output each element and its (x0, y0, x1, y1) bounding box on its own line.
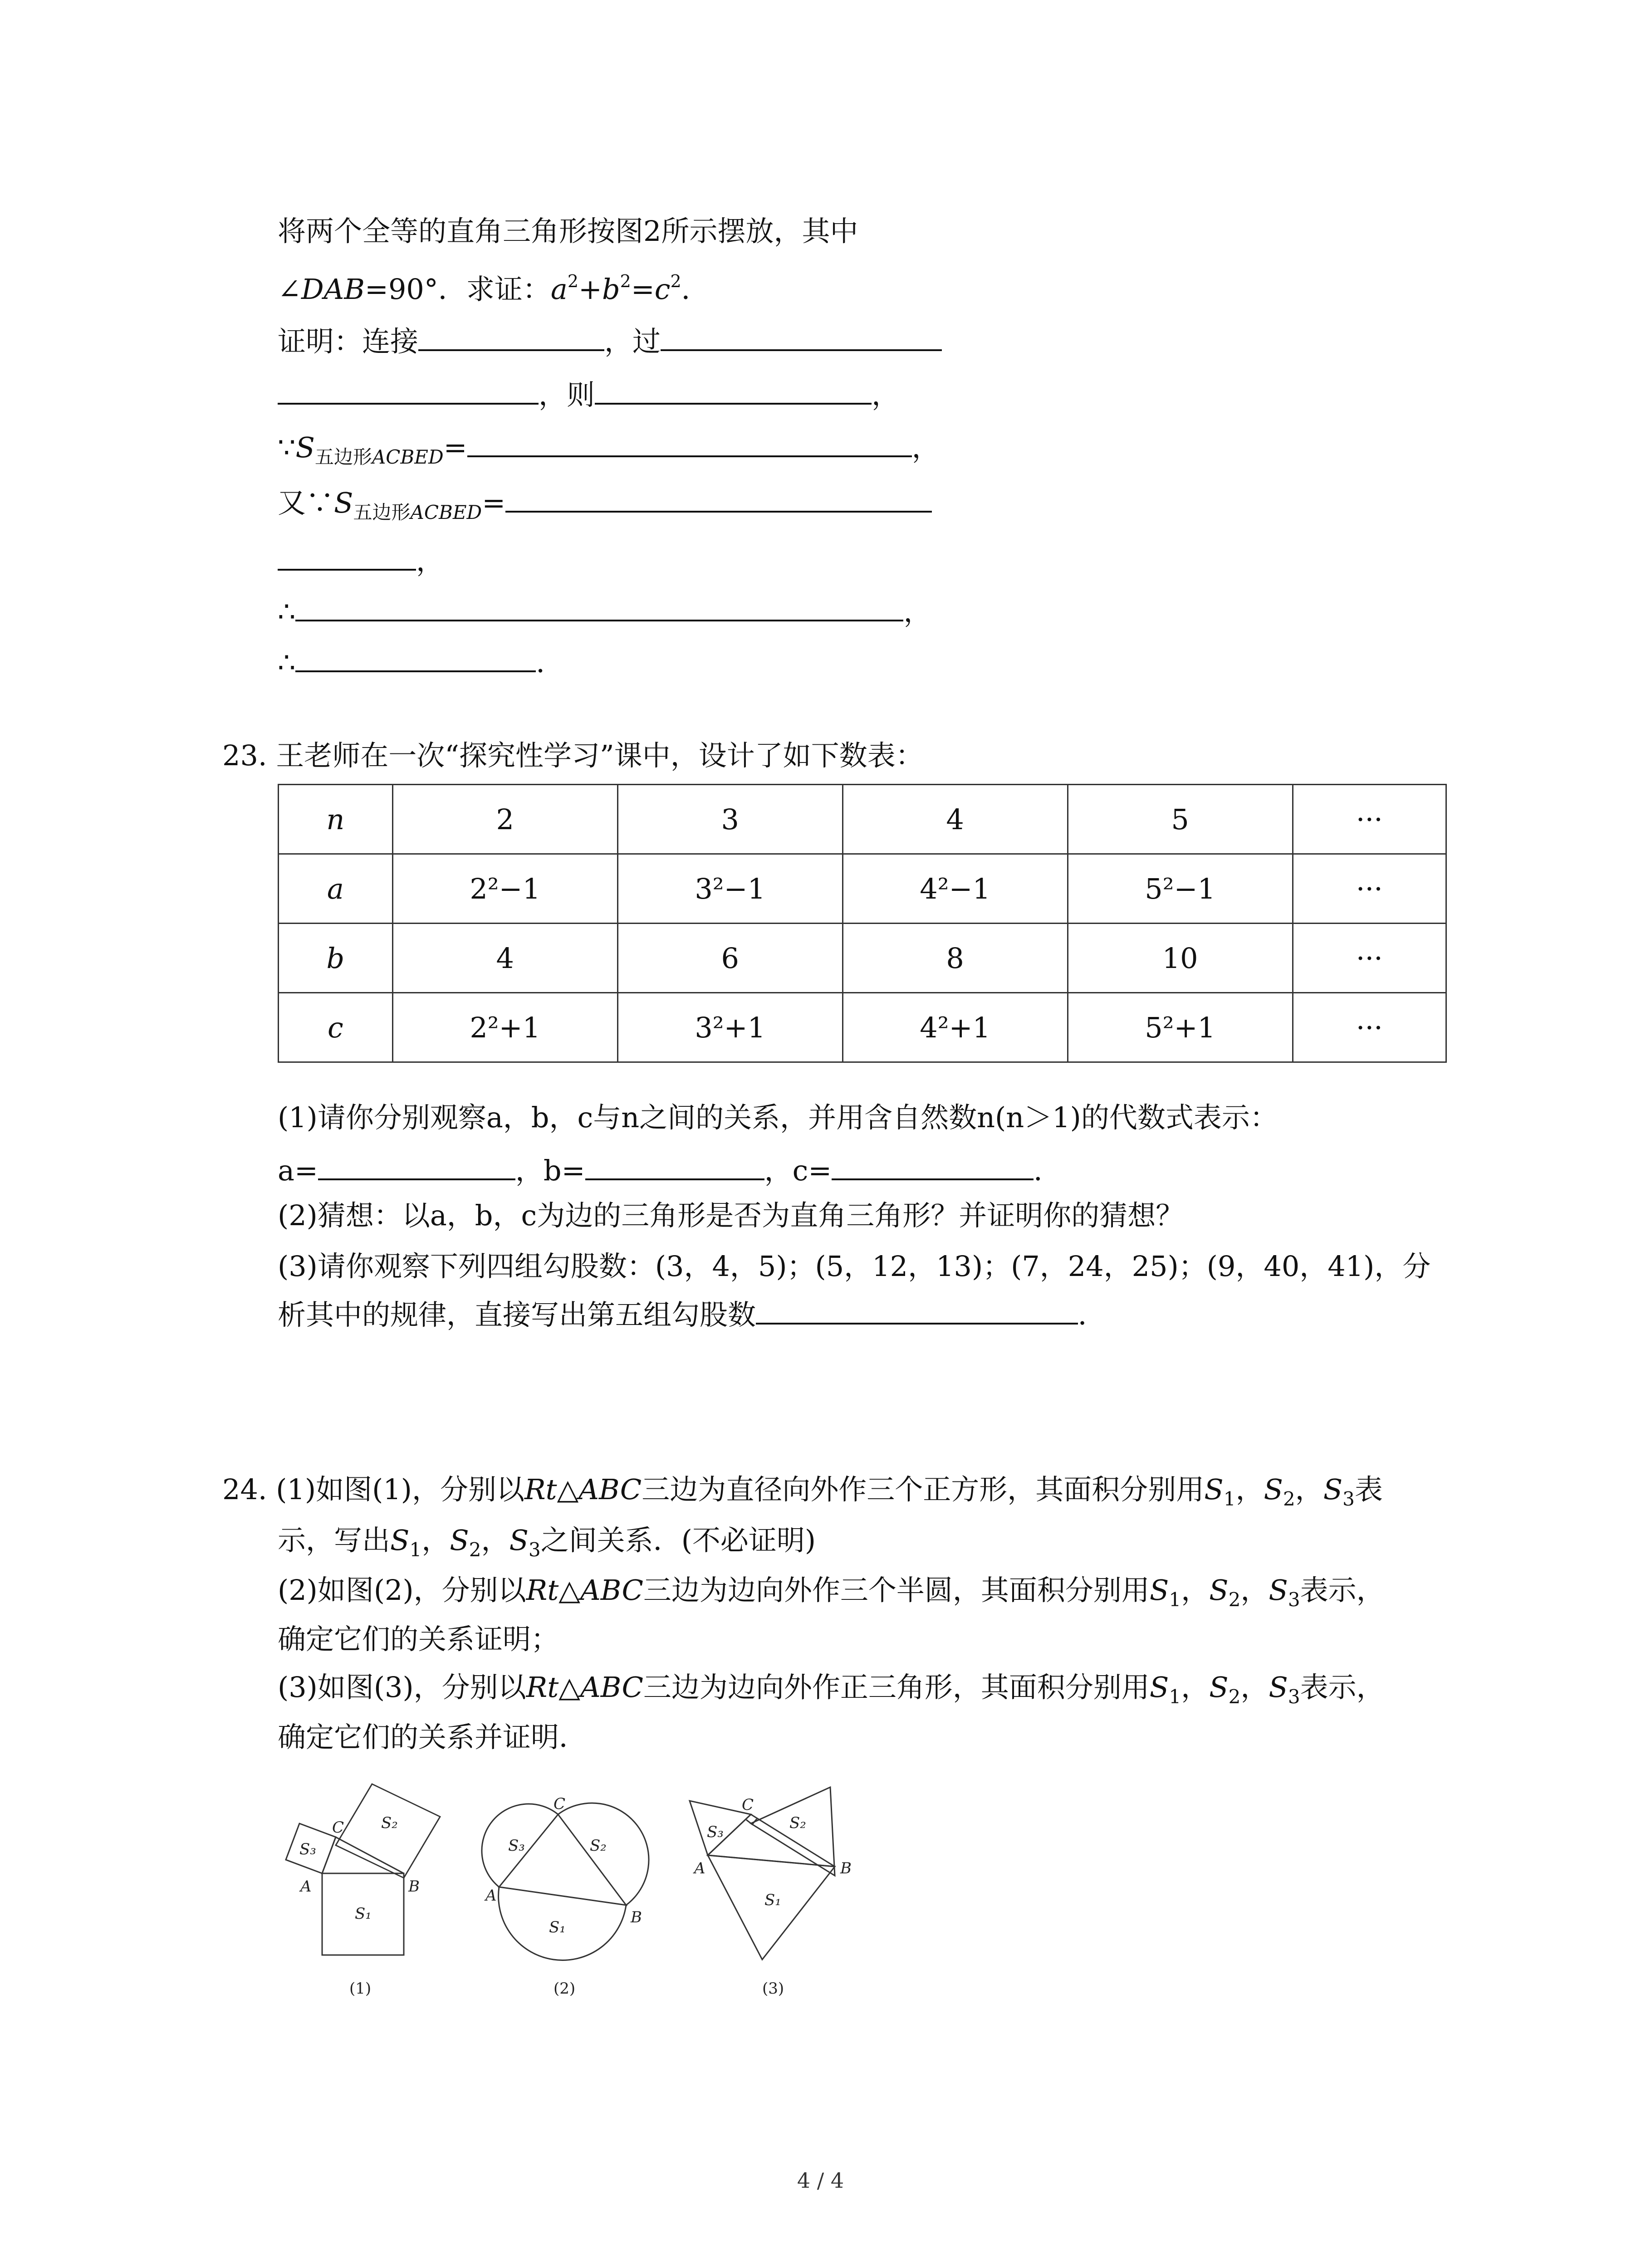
subscript-text: 五边形 (353, 501, 411, 523)
var-b: b (602, 273, 620, 306)
figure-3-triangles (690, 1787, 835, 1960)
q24-line-6 (278, 1719, 587, 1755)
fig2-label-b: B (631, 1908, 642, 1926)
table-cell: 3²−1 (617, 854, 843, 924)
fig2-caption: (2) (554, 1980, 576, 1998)
q24-line-1 (222, 1471, 1383, 1508)
label-c: ，c= (764, 1154, 832, 1187)
fig2-label-s3: S₃ (508, 1837, 525, 1855)
angle-symbol: ∠ (278, 273, 301, 306)
q24-text: 之间关系．(不必证明) (540, 1524, 816, 1557)
figure-1-squares (286, 1784, 440, 1955)
fig1-caption: (1) (349, 1980, 372, 1998)
q24-line-2 (278, 1522, 816, 1559)
triangle-symbol: △ (557, 1473, 579, 1506)
fig2-label-a: A (485, 1887, 497, 1905)
table-cell: 4 (392, 924, 617, 993)
table-row (279, 924, 1446, 993)
q23-part-3 (278, 1248, 1430, 1285)
answer-blank[interactable] (278, 543, 416, 571)
table-cell: 2²−1 (392, 854, 617, 924)
comma: ， (481, 1524, 509, 1557)
subscript: 3 (1288, 1589, 1300, 1611)
figure-2-semicircles (482, 1803, 649, 1960)
q24-line-5 (278, 1669, 1385, 1706)
q24-text: 表示， (1300, 1671, 1385, 1704)
fig1-label-b: B (408, 1877, 420, 1896)
q22-line-7 (278, 543, 444, 579)
triangle-symbol: △ (558, 1574, 580, 1607)
fig3-label-b: B (840, 1859, 852, 1877)
comma: ， (903, 595, 932, 628)
q24-text: 确定它们的关系证明； (278, 1623, 559, 1656)
q23-part-1-answers (278, 1152, 1062, 1189)
q23-part-2 (278, 1198, 1184, 1234)
therefore-symbol: ∴ (278, 646, 296, 679)
answer-blank[interactable] (756, 1296, 1078, 1325)
period: ． (536, 646, 564, 679)
angle-name: DAB (301, 273, 365, 306)
var-s: S (334, 486, 353, 519)
answer-blank[interactable] (505, 484, 932, 513)
q22-line-6 (278, 484, 932, 521)
comma: ， (1235, 1473, 1264, 1506)
table-row (279, 854, 1446, 924)
subscript: 1 (1169, 1686, 1181, 1708)
answer-blank[interactable] (467, 429, 912, 457)
fig3-label-s3: S₃ (707, 1823, 724, 1841)
period: ． (1078, 1298, 1107, 1331)
equals: = (443, 431, 467, 464)
answer-blank[interactable] (595, 376, 872, 405)
exponent: 2 (567, 271, 578, 291)
q22-text: ，则 (539, 378, 595, 411)
table-cell: ··· (1293, 993, 1446, 1062)
table-cell: ··· (1293, 785, 1446, 854)
table-cell: 4 (843, 785, 1068, 854)
answer-blank-b[interactable] (585, 1152, 764, 1180)
answer-blank[interactable] (661, 323, 942, 351)
period: ． (681, 273, 710, 306)
q23-part-3-cont (278, 1296, 1106, 1333)
q22-line-5 (278, 429, 940, 466)
subscript: 2 (1283, 1488, 1295, 1510)
rt-label: Rt (526, 1574, 559, 1607)
fig3-label-a: A (694, 1859, 705, 1877)
fig3-right-angle (746, 1819, 757, 1824)
table-cell: 8 (843, 924, 1068, 993)
subscript: 3 (1288, 1686, 1300, 1708)
answer-blank-c[interactable] (832, 1152, 1034, 1180)
comma: ， (1295, 1473, 1323, 1506)
q24-line-3 (278, 1572, 1385, 1611)
q23-text: 析其中的规律，直接写出第五组勾股数 (278, 1298, 756, 1331)
fig2-triangle (499, 1814, 626, 1905)
rt-label: Rt (526, 1671, 559, 1704)
answer-blank[interactable] (295, 644, 536, 672)
q22-line-1 (278, 213, 858, 249)
q23-text: 23. 王老师在一次“探究性学习”课中，设计了如下数表： (222, 739, 924, 772)
comma: ， (911, 431, 940, 464)
subscript: 3 (1342, 1488, 1355, 1510)
answer-blank[interactable] (418, 323, 604, 351)
fig3-label-s1: S₁ (764, 1891, 781, 1909)
comma: ， (416, 544, 445, 577)
q24-line-4 (278, 1621, 559, 1657)
q23-text: (2)猜想：以a，b，c为边的三角形是否为直角三角形？并证明你的猜想？ (278, 1199, 1184, 1232)
table-cell: 3 (617, 785, 843, 854)
answer-blank-a[interactable] (318, 1152, 515, 1180)
subscript-label: ACBED (372, 446, 444, 468)
var-a: a (550, 273, 568, 306)
table-cell: 5²−1 (1068, 854, 1293, 924)
q24-text: 确定它们的关系并证明． (278, 1721, 588, 1754)
q22-text: 将两个全等的直角三角形按图2所示摆放，其中 (278, 215, 858, 248)
fig2-label-s2: S₂ (590, 1837, 607, 1855)
row-label: a (279, 854, 393, 924)
fig1-label-s2: S₂ (381, 1814, 398, 1832)
var-s: S (1209, 1574, 1229, 1607)
q24-text: 24. (1)如图(1)，分别以 (222, 1473, 524, 1506)
q23-heading (222, 738, 924, 774)
answer-blank[interactable] (295, 593, 903, 621)
var-s: S (390, 1524, 410, 1557)
therefore-symbol: ∴ (278, 595, 296, 628)
table-cell: 3²+1 (617, 993, 843, 1062)
fig3-caption: (3) (762, 1980, 784, 1998)
subscript: 3 (528, 1539, 541, 1561)
table-cell: ··· (1293, 924, 1446, 993)
subscript: 1 (1169, 1589, 1181, 1611)
q22-line-3 (278, 323, 942, 360)
q22-text: ，过 (604, 325, 661, 358)
triangle-name: ABC (580, 1574, 643, 1607)
q24-text: (3)如图(3)，分别以 (278, 1671, 526, 1704)
q22-text: =90°．求证： (365, 273, 551, 306)
fig1-label-a: A (300, 1877, 312, 1896)
fig1-label-c: C (332, 1818, 344, 1837)
subscript-text: 五边形 (314, 446, 372, 468)
label-a: a= (278, 1154, 318, 1187)
comma: ， (872, 378, 900, 411)
var-s: S (1264, 1473, 1283, 1506)
subscript-label: ACBED (410, 501, 482, 523)
var-s: S (450, 1524, 469, 1557)
q22-line-9 (278, 644, 564, 681)
equals: = (482, 486, 506, 519)
rt-label: Rt (524, 1473, 557, 1506)
row-label: n (279, 785, 393, 854)
table-cell: ··· (1293, 854, 1446, 924)
var-c: c (654, 273, 671, 306)
label-b: ，b= (515, 1154, 585, 1187)
table-cell: 2²+1 (392, 993, 617, 1062)
var-s: S (1149, 1574, 1169, 1607)
triangle-symbol: △ (558, 1671, 580, 1704)
q24-text: 三边为边向外作正三角形，其面积分别用 (643, 1671, 1150, 1704)
because-symbol: ∵ (278, 431, 296, 464)
comma: ， (1181, 1671, 1210, 1704)
var-s: S (1269, 1574, 1288, 1607)
q23-text: (3)请你观察下列四组勾股数：(3，4，5)；(5，12，13)；(7，24，25)；(9，40，41)，分 (278, 1250, 1431, 1283)
exponent: 2 (620, 271, 631, 291)
fig1-label-s3: S₃ (299, 1840, 316, 1858)
table-row (279, 785, 1446, 854)
subscript: 2 (469, 1539, 481, 1561)
var-s: S (1209, 1671, 1229, 1704)
subscript: 1 (409, 1539, 422, 1561)
q24-text: 三边为边向外作三个半圆，其面积分别用 (643, 1574, 1150, 1607)
q22-line-2 (278, 271, 710, 308)
page-number: 4 / 4 (797, 2168, 844, 2193)
var-s: S (295, 431, 315, 464)
fig2-label-c: C (554, 1795, 566, 1813)
table-cell: 5 (1068, 785, 1293, 854)
data-table (278, 784, 1447, 1063)
plus: + (578, 273, 602, 306)
var-s: S (1323, 1473, 1343, 1506)
comma: ， (1240, 1671, 1269, 1704)
q24-text: 表 (1354, 1473, 1383, 1506)
q22-line-8 (278, 593, 931, 630)
triangle-name: ABC (578, 1473, 642, 1506)
table-cell: 4²−1 (843, 854, 1068, 924)
fig3-triangle (708, 1814, 835, 1867)
var-s: S (1269, 1671, 1288, 1704)
fig2-label-s1: S₁ (549, 1918, 566, 1936)
row-label: b (279, 924, 393, 993)
q23-part-1 (278, 1100, 1278, 1136)
fig3-label-s2: S₂ (789, 1814, 806, 1832)
subscript: 2 (1228, 1589, 1241, 1611)
q22-line-4 (278, 376, 900, 413)
fig1-label-s1: S₁ (355, 1905, 372, 1923)
triangle-name: ABC (580, 1671, 643, 1704)
because-symbol: 又∵ (278, 486, 334, 519)
table-cell: 10 (1068, 924, 1293, 993)
comma: ， (421, 1524, 450, 1557)
equals: = (631, 273, 655, 306)
table-cell: 4²+1 (843, 993, 1068, 1062)
table-row (279, 993, 1446, 1062)
exponent: 2 (670, 271, 681, 291)
var-s: S (1204, 1473, 1224, 1506)
q23-text: (1)请你分别观察a，b，c与n之间的关系，并用含自然数n(n＞1)的代数式表示： (278, 1101, 1278, 1134)
q24-text: 示，写出 (278, 1524, 391, 1557)
period: ． (1034, 1154, 1062, 1187)
comma: ， (1181, 1574, 1210, 1607)
subscript: 1 (1223, 1488, 1236, 1510)
table-cell: 6 (617, 924, 843, 993)
subscript: 2 (1228, 1686, 1241, 1708)
var-s: S (509, 1524, 529, 1557)
q24-text: 表示， (1300, 1574, 1385, 1607)
table-cell: 5²+1 (1068, 993, 1293, 1062)
table-cell: 2 (392, 785, 617, 854)
row-label: c (279, 993, 393, 1062)
answer-blank[interactable] (278, 376, 539, 405)
q22-text: 证明：连接 (278, 325, 419, 358)
comma: ， (1240, 1574, 1269, 1607)
var-s: S (1149, 1671, 1169, 1704)
fig3-label-c: C (742, 1796, 754, 1814)
q24-figures (268, 1783, 903, 2019)
q24-text: (2)如图(2)，分别以 (278, 1574, 526, 1607)
q24-text: 三边为直径向外作三个正方形，其面积分别用 (642, 1473, 1205, 1506)
